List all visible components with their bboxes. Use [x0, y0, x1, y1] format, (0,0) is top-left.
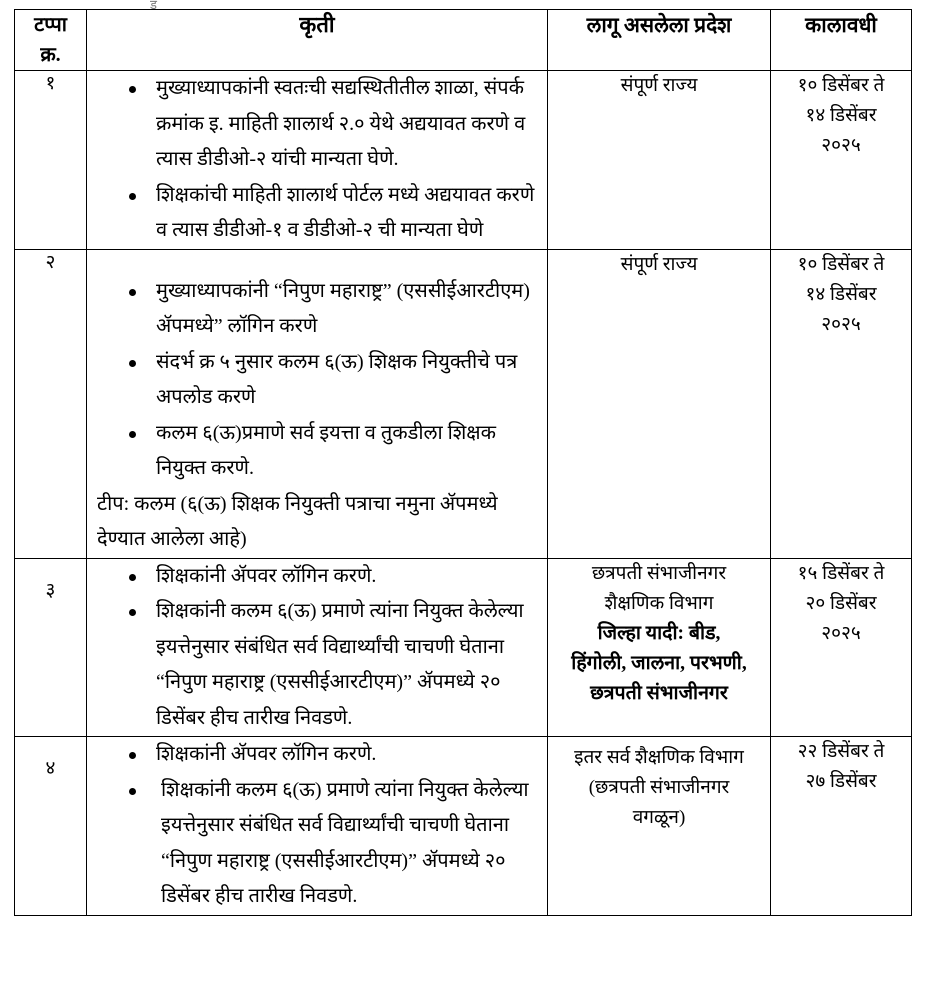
duration-line: २०२५ — [821, 135, 861, 156]
region-line: (छत्रपती संभाजीनगर — [588, 777, 730, 798]
region-line: छत्रपती संभाजीनगर — [591, 562, 727, 584]
duration-line: १० डिसेंबर ते — [797, 75, 885, 96]
table-row — [15, 737, 912, 916]
cell-sr-no: ४ — [15, 737, 87, 916]
cell-duration — [771, 558, 912, 737]
district-list-line: छत्रपती संभाजीनगर — [590, 682, 728, 704]
list-item: शिक्षकांनी ॲपवर लॉगिन करणे. — [87, 559, 547, 595]
list-item: शिक्षकांनी ॲपवर लॉगिन करणे. — [87, 737, 547, 773]
region-line: इतर सर्व शैक्षणिक विभाग — [574, 747, 744, 768]
list-item: शिक्षकांची माहिती शालार्थ पोर्टल मध्ये अद्ययावत करणे व त्यास डीडीओ-१ व डीडीओ-२ ची मान्यता घेणे — [87, 178, 547, 249]
cell-region — [548, 558, 771, 737]
schedule-table — [14, 9, 912, 916]
duration-line: १० डिसेंबर ते — [797, 253, 885, 275]
cell-sr-no: २ — [15, 249, 87, 558]
cell-sr-no: ३ — [15, 558, 87, 737]
table-body — [15, 71, 912, 916]
cell-duration — [771, 737, 912, 916]
duration-line: २७ डिसेंबर — [805, 771, 877, 792]
list-item: कलम ६(ऊ)प्रमाणे सर्व इयत्ता व तुकडीला शिक्षक नियुक्त करणे. — [87, 416, 547, 487]
table-header — [15, 10, 912, 71]
cell-sr-no: १ — [15, 71, 87, 250]
duration-line: १४ डिसेंबर — [805, 283, 877, 305]
column-header-sr-no — [15, 10, 87, 71]
schedule-table-container — [14, 9, 911, 916]
list-item: मुख्याध्यापकांनी स्वतःची सद्यस्थितीतील शाळा, संपर्क क्रमांक इ. माहिती शालार्थ २.० येथे अद्ययावत करणे व त्यास डीडीओ-२ यांची मान्यता घेणे. — [87, 71, 547, 178]
region-line: वगळून) — [632, 807, 686, 828]
clipped-text-remnant: ड — [150, 0, 157, 9]
list-item: शिक्षकांनी कलम ६(ऊ) प्रमाणे त्यांना नियुक्त केलेल्या इयत्तेनुसार संबंधित सर्व विद्यार्थ्यांची चाचणी घेताना “निपुण महाराष्ट्र (एससीईआरटीएम)” ॲपमध्ये २० डिसेंबर हीच तारीख निवडणे. — [87, 594, 547, 736]
region-line: संपूर्ण राज्य — [620, 253, 698, 275]
cell-action — [87, 71, 548, 250]
cell-action — [87, 737, 548, 916]
duration-line: १४ डिसेंबर — [805, 105, 877, 126]
cell-duration — [771, 249, 912, 558]
column-header-duration: कालावधी — [771, 10, 912, 71]
list-item: मुख्याध्यापकांनी “निपुण महाराष्ट्र” (एससीईआरटीएम) ॲपमध्ये” लॉगिन करणे — [87, 274, 547, 345]
duration-line: २२ डिसेंबर ते — [797, 741, 885, 762]
duration-line: २० डिसेंबर — [805, 592, 877, 614]
cell-region — [548, 737, 771, 916]
duration-line: १५ डिसेंबर ते — [797, 562, 885, 584]
header-row — [15, 10, 912, 71]
table-row — [15, 249, 912, 558]
cell-region — [548, 249, 771, 558]
region-line: संपूर्ण राज्य — [620, 75, 698, 96]
cell-action — [87, 249, 548, 558]
table-row — [15, 558, 912, 737]
action-bullet-list — [87, 274, 547, 487]
column-header-region: लागू असलेला प्रदेश — [548, 10, 771, 71]
table-row — [15, 71, 912, 250]
duration-line: २०२५ — [821, 622, 861, 644]
list-item: संदर्भ क्र ५ नुसार कलम ६(ऊ) शिक्षक नियुक्तीचे पत्र अपलोड करणे — [87, 345, 547, 416]
header-sr-line-2: क्र. — [40, 44, 61, 66]
duration-line: २०२५ — [821, 313, 861, 335]
header-sr-line-1: टप्पा — [34, 14, 67, 36]
action-bullet-list — [87, 737, 547, 915]
cell-region — [548, 71, 771, 250]
cell-action — [87, 558, 548, 737]
cell-duration — [771, 71, 912, 250]
region-line: शैक्षणिक विभाग — [604, 592, 714, 614]
district-list-line: जिल्हा यादी: बीड, — [597, 622, 721, 644]
action-bullet-list — [87, 71, 547, 249]
column-header-action: कृती — [87, 10, 548, 71]
list-item: शिक्षकांनी कलम ६(ऊ) प्रमाणे त्यांना नियुक्त केलेल्या इयत्तेनुसार संबंधित सर्व विद्यार्थ्यांची चाचणी घेताना “निपुण महाराष्ट्र (एससीईआरटीएम)” ॲपमध्ये २० डिसेंबर हीच तारीख निवडणे. — [87, 773, 547, 915]
action-bullet-list — [87, 559, 547, 737]
district-list-line: हिंगोली, जालना, परभणी, — [571, 652, 747, 674]
action-note: टीप: कलम (६(ऊ) शिक्षक नियुक्ती पत्राचा नमुना ॲपमध्ये देण्यात आलेला आहे) — [97, 492, 498, 550]
